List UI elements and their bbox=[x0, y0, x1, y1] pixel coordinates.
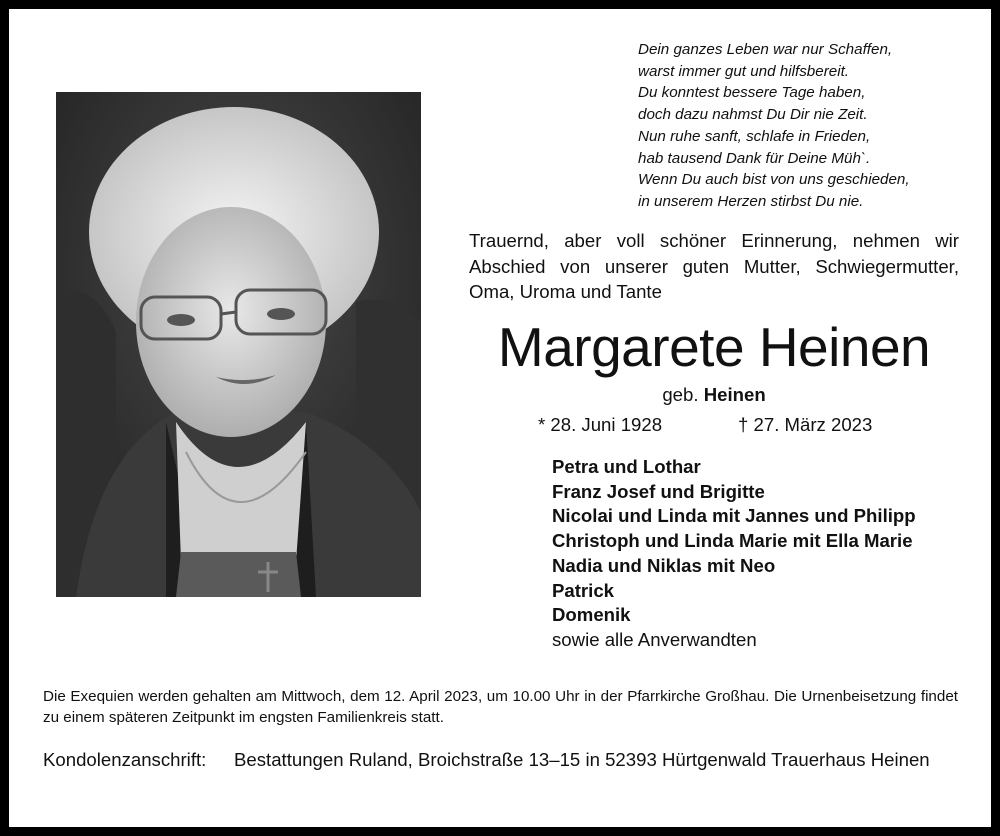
family-member: Christoph und Linda Marie mit Ella Marie bbox=[552, 530, 913, 552]
poem-line: hab tausend Dank für Deine Müh`. bbox=[638, 149, 871, 167]
family-member: Nadia und Niklas mit Neo bbox=[552, 554, 776, 576]
maiden-name bbox=[469, 383, 959, 407]
portrait-photo bbox=[56, 92, 421, 597]
poem-line: in unserem Herzen stirbst Du nie. bbox=[638, 192, 864, 210]
maiden-name-value: Heinen bbox=[703, 384, 766, 405]
poem-line: Nun ruhe sanft, schlafe in Frieden, bbox=[638, 127, 871, 145]
maiden-name-prefix: geb. bbox=[662, 384, 699, 405]
family-member: Nicolai und Linda mit Jannes und Philipp bbox=[552, 505, 916, 527]
poem-line: doch dazu nahmst Du Dir nie Zeit. bbox=[638, 106, 868, 124]
memorial-poem bbox=[638, 39, 978, 213]
life-dates bbox=[538, 413, 958, 437]
condolence-label: Kondolenzanschrift: bbox=[43, 749, 207, 770]
relatives-line: sowie alle Anverwandten bbox=[552, 628, 757, 650]
family-member: Patrick bbox=[552, 579, 615, 601]
intro-text: Trauernd, aber voll schöner Erinnerung, nehmen wir Abschied von unserer guten Mutter, Schwiegermutter, Oma, Uroma und Tante bbox=[469, 230, 959, 302]
deceased-name: Margarete Heinen bbox=[497, 316, 931, 378]
poem-line: Du konntest bessere Tage haben, bbox=[638, 84, 866, 102]
poem-line: Wenn Du auch bist von uns geschieden, bbox=[638, 171, 910, 189]
family-member: Domenik bbox=[552, 604, 631, 626]
poem-line: Dein ganzes Leben war nur Schaffen, bbox=[638, 41, 893, 58]
birth-date: * 28. Juni 1928 bbox=[538, 414, 663, 435]
death-date: † 27. März 2023 bbox=[738, 414, 873, 435]
poem-line: warst immer gut und hilfsbereit. bbox=[638, 62, 850, 80]
family-list bbox=[552, 455, 972, 653]
family-member: Petra und Lothar bbox=[552, 456, 701, 477]
service-info: Die Exequien werden gehalten am Mittwoch, dem 12. April 2023, um 10.00 Uhr in der Pfarrkirche Großhau. Die Urnenbeisetzung findet zu einem späteren Zeitpunkt im engsten Familienkreis statt. bbox=[43, 688, 958, 726]
obituary-notice bbox=[9, 9, 991, 827]
condolence-address-text: Bestattungen Ruland, Broichstraße 13–15 in 52393 Hürtgenwald Trauerhaus Heinen bbox=[234, 749, 930, 770]
family-member: Franz Josef und Brigitte bbox=[552, 480, 765, 502]
